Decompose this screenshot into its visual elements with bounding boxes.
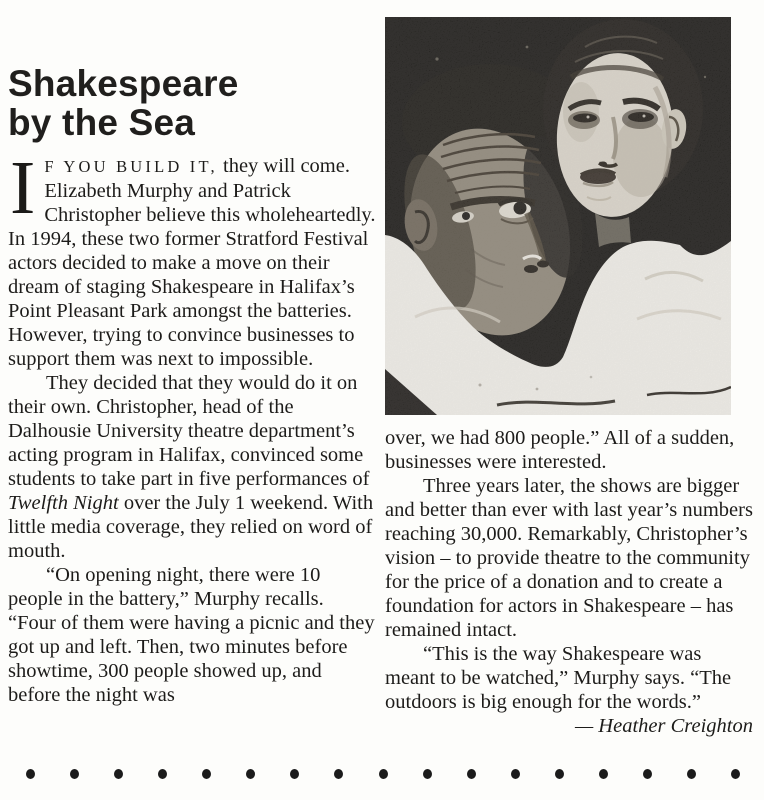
text-segment: “This is the way Shakespeare was meant to be watched,” Murphy says. “The outdoors is big enough for the words.” xyxy=(385,643,732,713)
paragraph xyxy=(385,474,753,642)
divider-dot xyxy=(70,769,79,779)
paragraph xyxy=(385,426,753,474)
divider-dot xyxy=(511,769,520,779)
paragraph xyxy=(8,563,376,707)
divider-dot xyxy=(555,769,564,779)
article-photo xyxy=(385,17,731,415)
text-segment: They decided that they would do it on their own. Christopher, head of the Dalhousie University theatre department’s acting program in Halifax, convinced some students to take part in five performances of xyxy=(8,372,370,491)
divider-dot xyxy=(599,769,608,779)
drop-cap: I xyxy=(10,146,36,231)
divider-dot xyxy=(202,769,211,779)
footer-dots xyxy=(26,769,740,779)
paragraph xyxy=(385,642,753,737)
divider-dot xyxy=(26,769,35,779)
text-segment: over the July 1 weekend. With little media coverage, they relied on word of mouth. xyxy=(8,492,374,563)
paragraph xyxy=(8,146,376,371)
photo-illustration xyxy=(385,17,731,415)
article-title xyxy=(8,64,376,142)
text-segment: they will come. Elizabeth Murphy and Patrick Christopher believe this wholeheartedly. In 1994, these two former Stratford Festival actors decided to make a move on their dream of staging Shakespeare in Halifax’s Point Pleasant Park amongst the batteries. However, trying to convince businesses to support them was next to impossible. xyxy=(8,155,376,371)
title-line-1: Shakespeare xyxy=(8,63,239,104)
divider-dot xyxy=(290,769,299,779)
grain-overlay xyxy=(385,17,731,415)
author-byline: — Heather Creighton xyxy=(574,715,753,737)
left-column-text xyxy=(8,146,376,707)
text-segment: “On opening night, there were 10 people in the battery,” Murphy recalls. “Four of them were having a picnic and they got up and left. Then, two minutes before showtime, 300 people showed up, and before the night was xyxy=(8,564,375,707)
divider-dot xyxy=(731,769,740,779)
divider-dot xyxy=(423,769,432,779)
text-segment: Twelfth Night xyxy=(8,492,119,515)
divider-dot xyxy=(158,769,167,779)
divider-dot xyxy=(114,769,123,779)
divider-dot xyxy=(246,769,255,779)
text-segment: over, we had 800 people.” All of a sudden, businesses were interested. xyxy=(385,427,735,473)
paragraph xyxy=(8,371,376,563)
text-segment: Three years later, the shows are bigger and better than ever with last year’s numbers reaching 30,000. Remarkably, Christopher’s vision – to provide theatre to the community for the price of a donation and to create a foundation for actors in Shakespeare – has remained intact. xyxy=(385,475,753,641)
text-segment: F YOU BUILD IT, xyxy=(44,157,218,177)
divider-dot xyxy=(334,769,343,779)
right-column-text xyxy=(385,426,753,738)
divider-dot xyxy=(467,769,476,779)
divider-dot xyxy=(687,769,696,779)
divider-dot xyxy=(379,769,388,779)
left-column xyxy=(8,64,376,707)
title-line-2: by the Sea xyxy=(8,102,196,144)
divider-dot xyxy=(643,769,652,779)
